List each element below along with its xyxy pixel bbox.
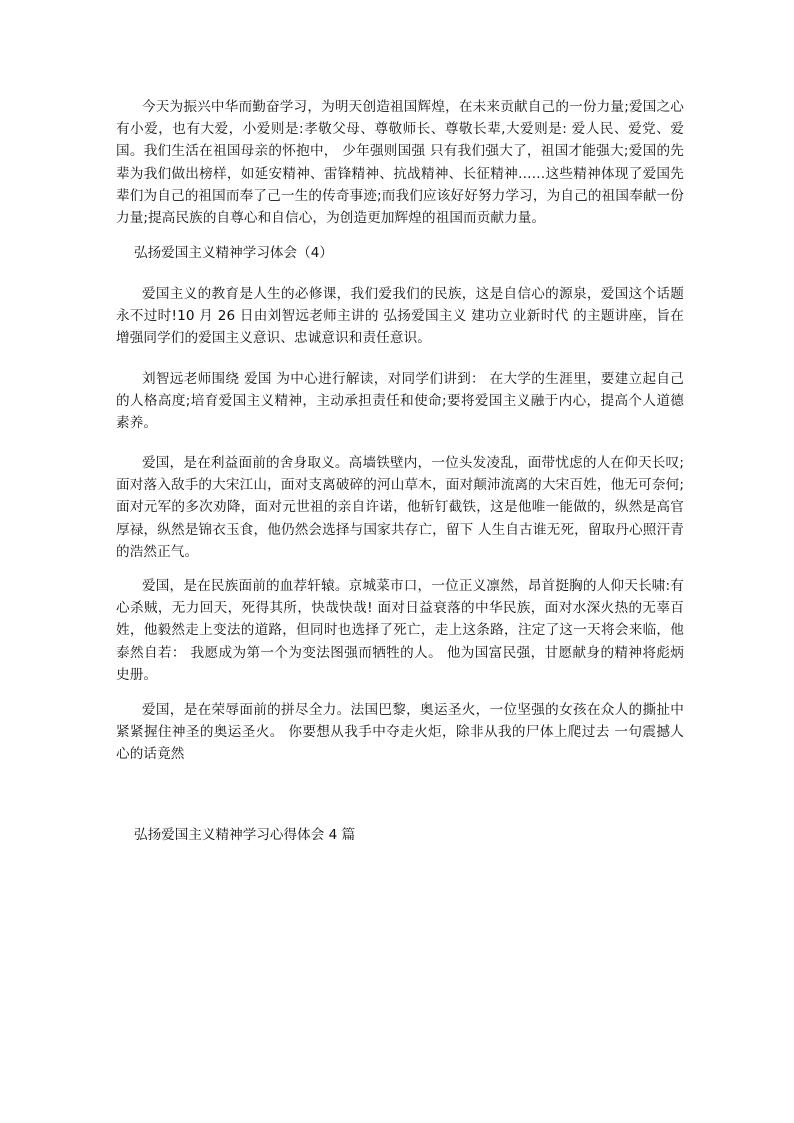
body-paragraph: 爱国，是在荣辱面前的拼尽全力。法国巴黎，奥运圣火，一位坚强的女孩在众人的撕扯中紧紧握住神圣的奥运圣火。 你要想从我手中夺走火炬，除非从我的尸体上爬过去 一句震撼人心的话竟然	[116, 702, 684, 763]
body-paragraph: 今天为振兴中华而勤奋学习，为明天创造祖国辉煌，在未来贡献自己的一份力量;爱国之心有小爱，也有大爱，小爱则是:孝敬父母、尊敬师长、尊敬长辈,大爱则是: 爱人民、爱党、爱国。我们生活在祖国母亲的怀抱中， 少年强则国强 只有我们强大了，祖国才能强大;爱国的先辈为我们做出榜样，如延安精神、雷锋精神、抗战精神、长征精神……这些精神体现了爱国先辈们为自己的祖国而奉了己一生的传奇事迹;而我们应该好好努力学习，为自己的祖国奉献一份力量;提高民族的自尊心和自信心，为创造更加辉煌的祖国而贡献力量。	[116, 99, 684, 227]
document-title: 弘扬爱国主义精神学习心得体会 4 篇	[134, 827, 356, 843]
body-paragraph: 爱国，是在民族面前的血荐轩辕。京城菜市口，一位正义凛然，昂首挺胸的人仰天长啸:有心杀贼，无力回天，死得其所，快哉快哉! 面对日益衰落的中华民族，面对水深火热的无辜百姓，他毅然走上变法的道路，但同时也选择了死亡，走上这条路，注定了这一天将会来临，他泰然自若： 我愿成为第一个为变法图强而牺牲的人。 他为国富民强，甘愿献身的精神将彪炳史册。	[116, 578, 684, 683]
section-heading: 弘扬爱国主义精神学习体会（4）	[134, 245, 333, 261]
body-paragraph: 爱国主义的教育是人生的必修课，我们爱我们的民族，这是自信心的源泉，爱国这个话题永不过时!10 月 26 日由刘智远老师主讲的 弘扬爱国主义 建功立业新时代 的主题讲座，旨在增强同学们的爱国主义意识、忠诚意识和责任意识。	[116, 286, 684, 347]
body-paragraph: 爱国，是在利益面前的舍身取义。高墙铁壁内，一位头发凌乱，面带忧虑的人在仰天长叹;面对落入敌手的大宋江山，面对支离破碎的河山草木，面对颠沛流离的大宋百姓，他无可奈何;面对元军的多次劝降，面对元世祖的亲自许诺，他斩钉截铁，这是他唯一能做的，纵然是高官厚禄，纵然是锦衣玉食，他仍然会选择与国家共存亡，留下 人生自古谁无死，留取丹心照汗青 的浩然正气。	[116, 455, 684, 560]
body-paragraph: 刘智远老师围绕 爱国 为中心进行解读，对同学们讲到： 在大学的生涯里，要建立起自己的人格高度;培育爱国主义精神，主动承担责任和使命;要将爱国主义融于内心，提高个人道德素养。	[116, 371, 684, 432]
